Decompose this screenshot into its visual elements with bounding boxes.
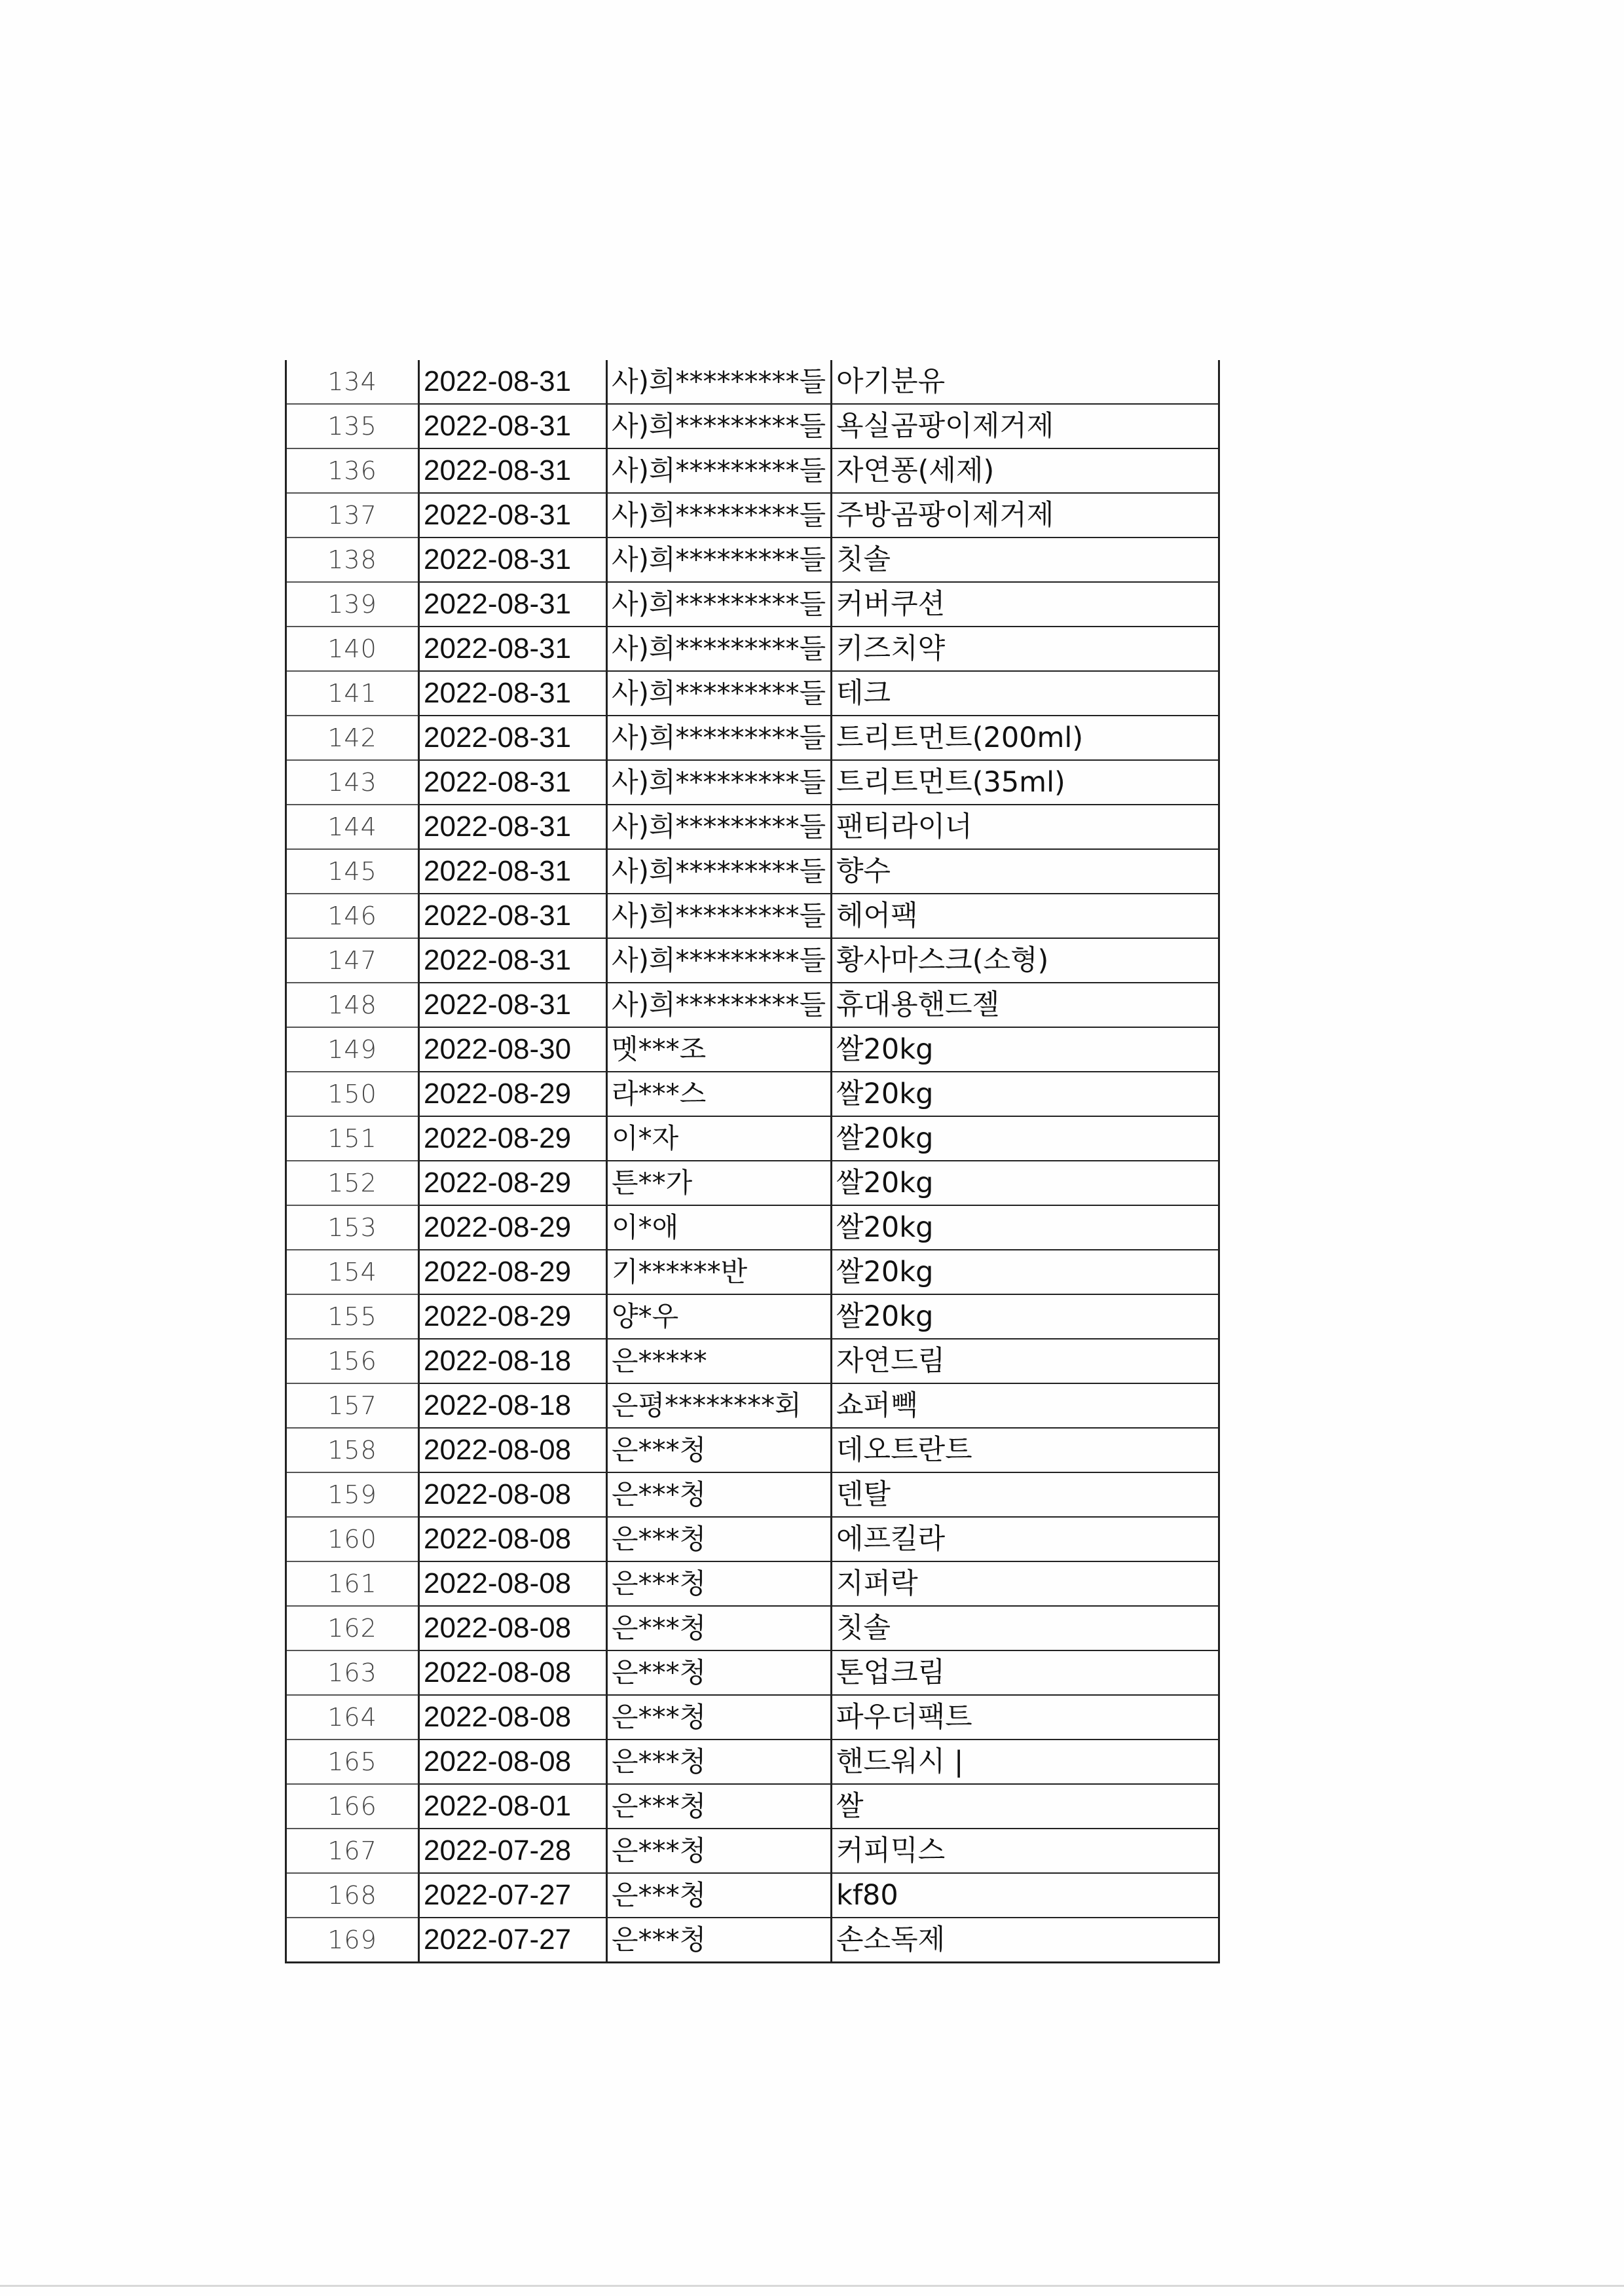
- row-number: 163: [286, 1650, 419, 1695]
- row-number: 148: [286, 983, 419, 1027]
- row-item: 에프킬라: [832, 1517, 1219, 1561]
- row-item: 자연드림: [832, 1339, 1219, 1383]
- row-donor: 은***청: [607, 1428, 832, 1472]
- row-donor: 은***청: [607, 1561, 832, 1606]
- row-donor: 사)희*********들: [607, 448, 832, 493]
- row-item: 테크: [832, 671, 1219, 716]
- row-number: 160: [286, 1517, 419, 1561]
- row-donor: 사)희*********들: [607, 805, 832, 849]
- row-date: 2022-08-29: [419, 1072, 607, 1116]
- table-row: [286, 1027, 1219, 1072]
- row-item: 쌀20kg: [832, 1027, 1219, 1072]
- row-item: 헤어팩: [832, 894, 1219, 938]
- row-item: 칫솔: [832, 1606, 1219, 1650]
- table-row: [286, 1294, 1219, 1339]
- row-donor: 사)희*********들: [607, 760, 832, 805]
- table-row: [286, 1606, 1219, 1650]
- row-date: 2022-08-31: [419, 983, 607, 1027]
- row-item: 쌀20kg: [832, 1072, 1219, 1116]
- row-donor: 은***청: [607, 1650, 832, 1695]
- row-number: 138: [286, 538, 419, 582]
- row-number: 140: [286, 627, 419, 671]
- row-date: 2022-08-31: [419, 627, 607, 671]
- row-date: 2022-08-31: [419, 671, 607, 716]
- row-donor: 사)희*********들: [607, 627, 832, 671]
- row-donor: 사)희*********들: [607, 360, 832, 404]
- row-donor: 사)희*********들: [607, 582, 832, 627]
- row-number: 155: [286, 1294, 419, 1339]
- row-date: 2022-08-30: [419, 1027, 607, 1072]
- row-donor: 이*애: [607, 1205, 832, 1250]
- table-row: [286, 1918, 1219, 1963]
- row-item: 자연퐁(세제): [832, 448, 1219, 493]
- row-number: 144: [286, 805, 419, 849]
- row-date: 2022-08-31: [419, 760, 607, 805]
- table-row: [286, 627, 1219, 671]
- row-item: 아기분유: [832, 360, 1219, 404]
- row-number: 139: [286, 582, 419, 627]
- table-row: [286, 983, 1219, 1027]
- row-date: 2022-08-29: [419, 1205, 607, 1250]
- table-row: [286, 671, 1219, 716]
- row-number: 145: [286, 849, 419, 894]
- row-number: 143: [286, 760, 419, 805]
- row-number: 158: [286, 1428, 419, 1472]
- row-number: 152: [286, 1161, 419, 1205]
- row-number: 137: [286, 493, 419, 538]
- table-row: [286, 1116, 1219, 1161]
- row-date: 2022-08-31: [419, 404, 607, 448]
- row-number: 159: [286, 1472, 419, 1517]
- row-date: 2022-07-27: [419, 1918, 607, 1963]
- row-date: 2022-08-31: [419, 448, 607, 493]
- table-row: [286, 360, 1219, 404]
- row-number: 135: [286, 404, 419, 448]
- row-date: 2022-08-31: [419, 538, 607, 582]
- row-item: 쌀20kg: [832, 1250, 1219, 1294]
- row-number: 147: [286, 938, 419, 983]
- table-row: [286, 1472, 1219, 1517]
- table-row: [286, 894, 1219, 938]
- row-date: 2022-08-29: [419, 1161, 607, 1205]
- table-row: [286, 448, 1219, 493]
- row-donor: 사)희*********들: [607, 894, 832, 938]
- row-date: 2022-08-29: [419, 1294, 607, 1339]
- row-date: 2022-08-31: [419, 582, 607, 627]
- row-date: 2022-08-08: [419, 1428, 607, 1472]
- row-donor: 은***청: [607, 1472, 832, 1517]
- row-donor: 사)희*********들: [607, 849, 832, 894]
- row-number: 157: [286, 1383, 419, 1428]
- row-item: 커피믹스: [832, 1829, 1219, 1873]
- table-row: [286, 849, 1219, 894]
- row-number: 156: [286, 1339, 419, 1383]
- row-item: 쌀20kg: [832, 1116, 1219, 1161]
- row-date: 2022-08-18: [419, 1339, 607, 1383]
- donation-table: [285, 360, 1220, 1963]
- row-date: 2022-08-29: [419, 1250, 607, 1294]
- donation-table-body: [286, 360, 1219, 1963]
- table-row: [286, 1339, 1219, 1383]
- row-number: 141: [286, 671, 419, 716]
- row-date: 2022-08-31: [419, 938, 607, 983]
- row-item: 칫솔: [832, 538, 1219, 582]
- row-donor: 사)희*********들: [607, 671, 832, 716]
- table-row: [286, 1695, 1219, 1740]
- row-date: 2022-08-31: [419, 849, 607, 894]
- row-donor: 사)희*********들: [607, 983, 832, 1027]
- table-row: [286, 1428, 1219, 1472]
- row-donor: 은***청: [607, 1517, 832, 1561]
- row-item: 손소독제: [832, 1918, 1219, 1963]
- row-date: 2022-08-01: [419, 1784, 607, 1829]
- row-date: 2022-08-31: [419, 805, 607, 849]
- row-donor: 은***청: [607, 1873, 832, 1918]
- row-number: 150: [286, 1072, 419, 1116]
- row-date: 2022-08-08: [419, 1695, 607, 1740]
- row-item: 톤업크림: [832, 1650, 1219, 1695]
- row-number: 153: [286, 1205, 419, 1250]
- row-number: 164: [286, 1695, 419, 1740]
- row-date: 2022-08-31: [419, 493, 607, 538]
- row-donor: 사)희*********들: [607, 404, 832, 448]
- table-row: [286, 1561, 1219, 1606]
- row-donor: 사)희*********들: [607, 716, 832, 760]
- row-donor: 은***청: [607, 1784, 832, 1829]
- row-number: 154: [286, 1250, 419, 1294]
- row-number: 162: [286, 1606, 419, 1650]
- row-donor: 튼**가: [607, 1161, 832, 1205]
- row-item: 커버쿠션: [832, 582, 1219, 627]
- row-number: 165: [286, 1740, 419, 1784]
- row-number: 169: [286, 1918, 419, 1963]
- row-item: 키즈치약: [832, 627, 1219, 671]
- table-row: [286, 1161, 1219, 1205]
- row-item: 쌀20kg: [832, 1294, 1219, 1339]
- row-donor: 은***청: [607, 1740, 832, 1784]
- row-date: 2022-08-31: [419, 716, 607, 760]
- row-donor: 양*우: [607, 1294, 832, 1339]
- row-item: kf80: [832, 1873, 1219, 1918]
- row-item: 욕실곰팡이제거제: [832, 404, 1219, 448]
- table-row: [286, 938, 1219, 983]
- row-donor: 사)희*********들: [607, 938, 832, 983]
- row-item: 향수: [832, 849, 1219, 894]
- row-item: 트리트먼트(35ml): [832, 760, 1219, 805]
- table-row: [286, 805, 1219, 849]
- row-donor: 이*자: [607, 1116, 832, 1161]
- table-row: [286, 1250, 1219, 1294]
- row-item: 주방곰팡이제거제: [832, 493, 1219, 538]
- row-item: 팬티라이너: [832, 805, 1219, 849]
- table-row: [286, 1829, 1219, 1873]
- row-number: 149: [286, 1027, 419, 1072]
- row-donor: 은***청: [607, 1606, 832, 1650]
- row-item: 지퍼락: [832, 1561, 1219, 1606]
- table-row: [286, 1784, 1219, 1829]
- table-row: [286, 493, 1219, 538]
- table-row: [286, 1740, 1219, 1784]
- row-number: 146: [286, 894, 419, 938]
- row-donor: 라***스: [607, 1072, 832, 1116]
- row-date: 2022-08-08: [419, 1606, 607, 1650]
- row-date: 2022-08-08: [419, 1740, 607, 1784]
- table-row: [286, 538, 1219, 582]
- row-number: 161: [286, 1561, 419, 1606]
- bottom-scan-edge: [0, 2285, 1624, 2287]
- row-donor: 은***청: [607, 1918, 832, 1963]
- row-item: 덴탈: [832, 1472, 1219, 1517]
- table-row: [286, 582, 1219, 627]
- row-number: 142: [286, 716, 419, 760]
- row-donor: 은***청: [607, 1695, 832, 1740]
- row-number: 166: [286, 1784, 419, 1829]
- row-item: 핸드워시 |: [832, 1740, 1219, 1784]
- row-donor: 은***청: [607, 1829, 832, 1873]
- table-row: [286, 1383, 1219, 1428]
- table-row: [286, 1205, 1219, 1250]
- row-date: 2022-08-18: [419, 1383, 607, 1428]
- row-donor: 기******반: [607, 1250, 832, 1294]
- row-date: 2022-07-27: [419, 1873, 607, 1918]
- row-number: 167: [286, 1829, 419, 1873]
- row-date: 2022-08-31: [419, 894, 607, 938]
- row-item: 쌀20kg: [832, 1205, 1219, 1250]
- row-donor: 멧***조: [607, 1027, 832, 1072]
- row-date: 2022-07-28: [419, 1829, 607, 1873]
- row-item: 휴대용핸드젤: [832, 983, 1219, 1027]
- table-row: [286, 1873, 1219, 1918]
- row-donor: 은*****: [607, 1339, 832, 1383]
- row-item: 쌀: [832, 1784, 1219, 1829]
- table-row: [286, 1072, 1219, 1116]
- row-date: 2022-08-08: [419, 1472, 607, 1517]
- row-number: 151: [286, 1116, 419, 1161]
- row-donor: 사)희*********들: [607, 538, 832, 582]
- table-row: [286, 404, 1219, 448]
- row-date: 2022-08-08: [419, 1561, 607, 1606]
- row-date: 2022-08-08: [419, 1517, 607, 1561]
- row-number: 136: [286, 448, 419, 493]
- row-item: 트리트먼트(200ml): [832, 716, 1219, 760]
- row-date: 2022-08-29: [419, 1116, 607, 1161]
- table-row: [286, 760, 1219, 805]
- row-date: 2022-08-08: [419, 1650, 607, 1695]
- row-item: 데오트란트: [832, 1428, 1219, 1472]
- row-donor: 사)희*********들: [607, 493, 832, 538]
- row-number: 168: [286, 1873, 419, 1918]
- table-row: [286, 1650, 1219, 1695]
- row-number: 134: [286, 360, 419, 404]
- table-row: [286, 716, 1219, 760]
- row-date: 2022-08-31: [419, 360, 607, 404]
- table-row: [286, 1517, 1219, 1561]
- row-item: 황사마스크(소형): [832, 938, 1219, 983]
- row-item: 쌀20kg: [832, 1161, 1219, 1205]
- row-item: 쇼퍼빽: [832, 1383, 1219, 1428]
- row-item: 파우더팩트: [832, 1695, 1219, 1740]
- row-donor: 은평********회: [607, 1383, 832, 1428]
